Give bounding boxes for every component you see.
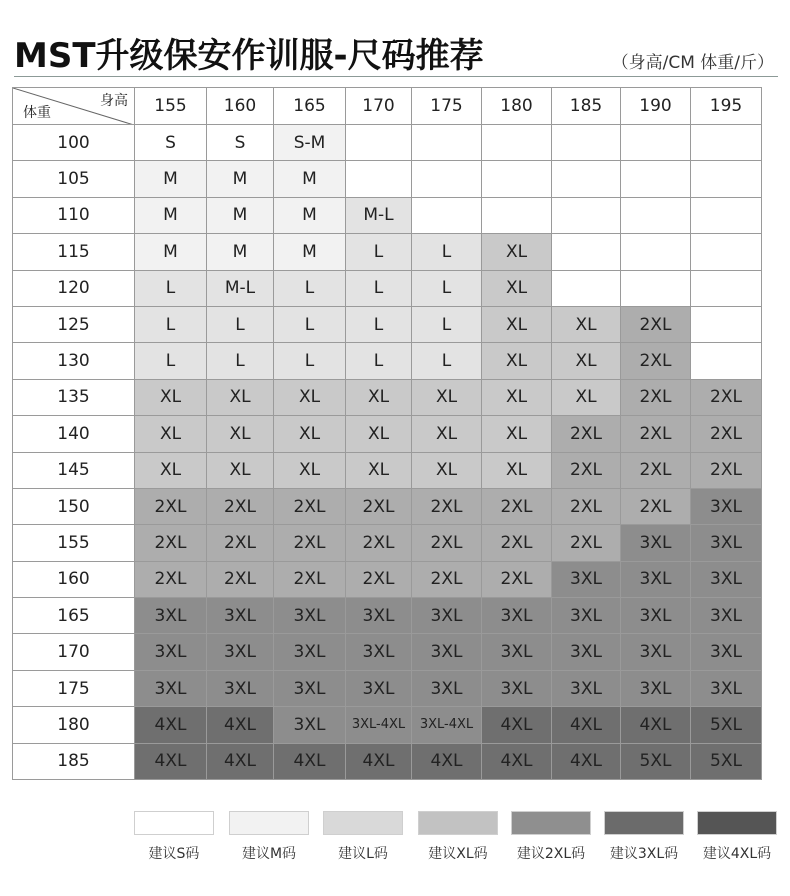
- size-cell: 5XL: [691, 743, 762, 779]
- size-cell: 2XL: [412, 488, 482, 524]
- size-cell: 4XL: [412, 743, 482, 779]
- size-cell: XL: [482, 452, 552, 488]
- size-cell: S: [135, 125, 207, 161]
- height-header-cell: 190: [621, 88, 691, 125]
- height-header-cell: 155: [135, 88, 207, 125]
- size-cell: [621, 234, 691, 270]
- weight-row-header: 135: [13, 379, 135, 415]
- size-cell: M: [207, 234, 274, 270]
- weight-row-header: 110: [13, 197, 135, 233]
- size-cell: XL: [412, 452, 482, 488]
- size-cell: 3XL-4XL: [346, 707, 412, 743]
- size-cell: 3XL: [552, 634, 621, 670]
- table-row: [13, 743, 762, 779]
- size-cell: 3XL: [412, 670, 482, 706]
- size-cell: 3XL: [552, 670, 621, 706]
- weight-row-header: 140: [13, 416, 135, 452]
- table-row: [13, 707, 762, 743]
- size-cell: 3XL: [346, 670, 412, 706]
- size-cell: XL: [412, 379, 482, 415]
- legend-label: 建议2XL码: [516, 846, 586, 862]
- size-cell: [482, 125, 552, 161]
- size-cell: 5XL: [621, 743, 691, 779]
- weight-row-header: 105: [13, 161, 135, 197]
- table-row: [13, 561, 762, 597]
- size-cell: 4XL: [552, 707, 621, 743]
- table-row: [13, 125, 762, 161]
- size-cell: 4XL: [346, 743, 412, 779]
- legend-item: [697, 811, 777, 863]
- size-cell: 3XL: [691, 670, 762, 706]
- size-cell: S-M: [274, 125, 346, 161]
- size-cell: 3XL: [621, 598, 691, 634]
- size-cell: 2XL: [207, 488, 274, 524]
- size-cell: 4XL: [274, 743, 346, 779]
- table-row: [13, 161, 762, 197]
- size-cell: [691, 197, 762, 233]
- size-cell: XL: [346, 416, 412, 452]
- size-cell: 3XL: [482, 670, 552, 706]
- size-cell: [552, 197, 621, 233]
- size-cell: 3XL: [135, 670, 207, 706]
- size-cell: [346, 161, 412, 197]
- unit-note: （身高/CM 体重/斤）: [611, 53, 774, 73]
- size-cell: L: [346, 270, 412, 306]
- table-row: [13, 598, 762, 634]
- size-cell: 2XL: [274, 525, 346, 561]
- size-cell: 2XL: [691, 379, 762, 415]
- legend-label: 建议XL码: [428, 846, 488, 862]
- legend-item: [229, 811, 309, 863]
- size-cell: 3XL: [621, 561, 691, 597]
- weight-row-header: 180: [13, 707, 135, 743]
- size-cell: M: [274, 234, 346, 270]
- size-cell: 3XL: [274, 707, 346, 743]
- size-cell: 2XL: [552, 416, 621, 452]
- table-row: [13, 452, 762, 488]
- weight-row-header: 130: [13, 343, 135, 379]
- size-cell: 2XL: [135, 488, 207, 524]
- size-cell: M: [135, 234, 207, 270]
- size-cell: XL: [552, 379, 621, 415]
- size-cell: 3XL: [691, 525, 762, 561]
- size-cell: 3XL: [552, 561, 621, 597]
- size-cell: 2XL: [621, 306, 691, 342]
- size-cell: [691, 161, 762, 197]
- size-cell: 2XL: [621, 343, 691, 379]
- size-cell: 2XL: [482, 488, 552, 524]
- size-cell: 3XL: [621, 634, 691, 670]
- table-row: [13, 416, 762, 452]
- size-cell: L: [207, 343, 274, 379]
- size-cell: 2XL: [621, 379, 691, 415]
- size-cell: XL: [135, 416, 207, 452]
- size-cell: 2XL: [482, 525, 552, 561]
- size-cell: 3XL: [482, 598, 552, 634]
- size-cell: XL: [482, 270, 552, 306]
- size-cell: 3XL: [135, 598, 207, 634]
- size-cell: XL: [552, 343, 621, 379]
- size-cell: [552, 161, 621, 197]
- size-cell: XL: [482, 379, 552, 415]
- size-cell: L: [274, 343, 346, 379]
- size-cell: [552, 270, 621, 306]
- weight-row-header: 160: [13, 561, 135, 597]
- size-cell: L: [274, 306, 346, 342]
- size-cell: L: [412, 343, 482, 379]
- size-cell: 4XL: [207, 743, 274, 779]
- size-cell: 3XL: [346, 634, 412, 670]
- size-cell: M: [207, 161, 274, 197]
- size-chart-body: [13, 88, 762, 780]
- size-cell: 4XL: [482, 743, 552, 779]
- legend-item: [418, 811, 498, 863]
- size-cell: 4XL: [552, 743, 621, 779]
- size-cell: 3XL: [621, 525, 691, 561]
- size-cell: XL: [482, 416, 552, 452]
- size-cell: L: [412, 234, 482, 270]
- size-cell: 2XL: [691, 416, 762, 452]
- size-cell: [621, 161, 691, 197]
- size-cell: L: [135, 306, 207, 342]
- size-cell: 3XL: [207, 670, 274, 706]
- size-cell: 3XL: [691, 561, 762, 597]
- size-cell: XL: [207, 452, 274, 488]
- weight-row-header: 125: [13, 306, 135, 342]
- size-cell: XL: [274, 416, 346, 452]
- size-cell: 3XL: [207, 634, 274, 670]
- size-cell: L: [346, 306, 412, 342]
- size-cell: 2XL: [552, 525, 621, 561]
- height-axis-label: 身高: [100, 93, 128, 109]
- size-cell: L: [135, 270, 207, 306]
- height-header-cell: 185: [552, 88, 621, 125]
- height-header-cell: 180: [482, 88, 552, 125]
- weight-row-header: 150: [13, 488, 135, 524]
- size-cell: XL: [552, 306, 621, 342]
- weight-row-header: 100: [13, 125, 135, 161]
- size-cell: [691, 343, 762, 379]
- size-cell: 5XL: [691, 707, 762, 743]
- size-chart-table: [12, 87, 762, 780]
- size-cell: 2XL: [621, 488, 691, 524]
- size-cell: XL: [482, 306, 552, 342]
- legend-item: [604, 811, 684, 863]
- size-cell: 2XL: [691, 452, 762, 488]
- legend-swatch: [511, 811, 591, 835]
- size-cell: L: [346, 234, 412, 270]
- size-legend: [0, 811, 790, 871]
- size-cell: 2XL: [552, 452, 621, 488]
- height-header-cell: 195: [691, 88, 762, 125]
- size-cell: L: [346, 343, 412, 379]
- table-row: [13, 234, 762, 270]
- size-cell: 3XL-4XL: [412, 707, 482, 743]
- size-cell: 2XL: [135, 561, 207, 597]
- size-cell: L: [135, 343, 207, 379]
- height-header-cell: 175: [412, 88, 482, 125]
- legend-label: 建议4XL码: [702, 846, 772, 862]
- legend-label: 建议S码: [148, 846, 200, 862]
- legend-label: 建议3XL码: [609, 846, 679, 862]
- size-cell: 3XL: [552, 598, 621, 634]
- size-cell: XL: [135, 379, 207, 415]
- size-cell: XL: [207, 379, 274, 415]
- table-row: [13, 488, 762, 524]
- size-cell: 2XL: [346, 525, 412, 561]
- size-cell: L: [274, 270, 346, 306]
- size-cell: L: [207, 306, 274, 342]
- weight-row-header: 120: [13, 270, 135, 306]
- size-cell: [412, 197, 482, 233]
- size-cell: 3XL: [691, 598, 762, 634]
- size-cell: 2XL: [412, 561, 482, 597]
- size-cell: M-L: [207, 270, 274, 306]
- size-cell: L: [412, 306, 482, 342]
- size-cell: [621, 197, 691, 233]
- size-cell: [691, 306, 762, 342]
- size-cell: XL: [346, 379, 412, 415]
- size-cell: 3XL: [412, 634, 482, 670]
- weight-row-header: 155: [13, 525, 135, 561]
- size-cell: M: [135, 161, 207, 197]
- size-cell: 4XL: [207, 707, 274, 743]
- table-row: [13, 379, 762, 415]
- size-cell: 2XL: [346, 561, 412, 597]
- table-row: [13, 270, 762, 306]
- size-cell: M: [207, 197, 274, 233]
- size-cell: 2XL: [412, 525, 482, 561]
- table-row: [13, 525, 762, 561]
- size-cell: [621, 270, 691, 306]
- weight-row-header: 170: [13, 634, 135, 670]
- size-cell: M: [135, 197, 207, 233]
- legend-swatch: [134, 811, 214, 835]
- legend-swatch: [604, 811, 684, 835]
- size-cell: 3XL: [135, 634, 207, 670]
- size-cell: XL: [274, 452, 346, 488]
- size-cell: [482, 197, 552, 233]
- weight-row-header: 185: [13, 743, 135, 779]
- size-cell: S: [207, 125, 274, 161]
- size-cell: 3XL: [207, 598, 274, 634]
- size-cell: 3XL: [274, 598, 346, 634]
- size-cell: [691, 125, 762, 161]
- size-cell: XL: [207, 416, 274, 452]
- size-cell: 3XL: [346, 598, 412, 634]
- weight-axis-label: 体重: [23, 105, 51, 121]
- size-cell: 3XL: [412, 598, 482, 634]
- size-cell: 3XL: [691, 634, 762, 670]
- size-cell: 2XL: [621, 416, 691, 452]
- size-cell: 2XL: [207, 525, 274, 561]
- size-cell: L: [412, 270, 482, 306]
- size-cell: 3XL: [621, 670, 691, 706]
- height-header-cell: 165: [274, 88, 346, 125]
- table-row: [13, 306, 762, 342]
- size-cell: 2XL: [346, 488, 412, 524]
- table-row: [13, 197, 762, 233]
- size-cell: 2XL: [135, 525, 207, 561]
- table-row: [13, 634, 762, 670]
- legend-swatch: [229, 811, 309, 835]
- size-cell: 2XL: [274, 488, 346, 524]
- height-header-cell: 170: [346, 88, 412, 125]
- table-row: [13, 670, 762, 706]
- legend-label: 建议M码: [241, 846, 297, 862]
- weight-row-header: 145: [13, 452, 135, 488]
- size-cell: [412, 125, 482, 161]
- size-cell: M: [274, 197, 346, 233]
- size-cell: [552, 125, 621, 161]
- size-cell: XL: [412, 416, 482, 452]
- size-cell: XL: [274, 379, 346, 415]
- size-cell: XL: [482, 343, 552, 379]
- weight-row-header: 175: [13, 670, 135, 706]
- size-cell: [412, 161, 482, 197]
- size-cell: XL: [346, 452, 412, 488]
- header-row: [13, 88, 762, 125]
- table-row: [13, 343, 762, 379]
- legend-swatch: [418, 811, 498, 835]
- size-cell: [691, 234, 762, 270]
- table-corner-cell: [13, 88, 135, 125]
- size-cell: 4XL: [135, 707, 207, 743]
- size-cell: [621, 125, 691, 161]
- size-cell: [552, 234, 621, 270]
- size-cell: [346, 125, 412, 161]
- size-cell: 4XL: [135, 743, 207, 779]
- size-cell: M: [274, 161, 346, 197]
- size-cell: M-L: [346, 197, 412, 233]
- size-cell: 2XL: [621, 452, 691, 488]
- height-header-cell: 160: [207, 88, 274, 125]
- size-cell: 2XL: [207, 561, 274, 597]
- size-cell: 3XL: [274, 634, 346, 670]
- size-cell: 3XL: [691, 488, 762, 524]
- size-cell: 4XL: [621, 707, 691, 743]
- size-cell: 2XL: [274, 561, 346, 597]
- size-cell: XL: [135, 452, 207, 488]
- legend-swatch: [697, 811, 777, 835]
- size-cell: 2XL: [482, 561, 552, 597]
- size-cell: 4XL: [482, 707, 552, 743]
- size-cell: 2XL: [552, 488, 621, 524]
- legend-item: [323, 811, 403, 863]
- size-cell: 3XL: [274, 670, 346, 706]
- legend-item: [134, 811, 214, 863]
- legend-swatch: [323, 811, 403, 835]
- weight-row-header: 115: [13, 234, 135, 270]
- legend-item: [511, 811, 591, 863]
- title-divider: [14, 76, 778, 77]
- size-cell: 3XL: [482, 634, 552, 670]
- weight-row-header: 165: [13, 598, 135, 634]
- size-cell: [482, 161, 552, 197]
- size-cell: [691, 270, 762, 306]
- legend-label: 建议L码: [338, 846, 388, 862]
- size-cell: XL: [482, 234, 552, 270]
- page-title: MST升级保安作训服-尺码推荐: [14, 36, 484, 76]
